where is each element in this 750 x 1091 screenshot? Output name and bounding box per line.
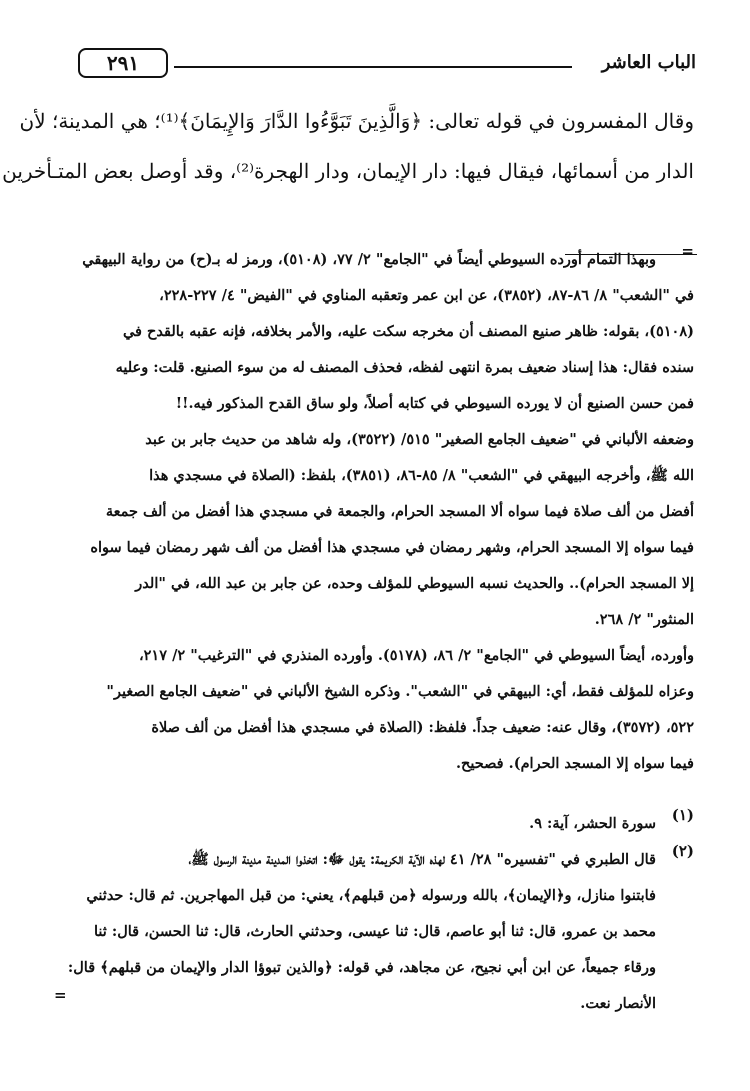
footnote-line: فابتنوا منازل، و﴿الإيمان﴾، بالله ورسوله ﴿من قبلهم﴾، يعني: من قبل المهاجرين. ثم قال: حدثني <box>86 887 656 904</box>
footnote-line: أفضل من ألف صلاة فيما سواه ألا المسجد الحرام، والجمعة في مسجدي هذا أفضل من ألف جمعة <box>105 503 694 520</box>
footnote-line: قال الطبري في "تفسيره" ٢٨/ ٤١ لهذه الآية الكريمة: يقول ﷻ: اتخذوا المدينة مدينة الرسول ﷺ، <box>188 851 656 868</box>
footnote-line: الله ﷺ، وأخرجه البيهقي في "الشعب" ٨/ ٨٥-٨٦، (٣٨٥١)، بلفظ: (الصلاة في مسجدي هذا <box>149 467 694 484</box>
page-number: ٢٩١ <box>78 48 168 78</box>
header-rule <box>174 66 572 68</box>
footnote-line: ورقاء جميعاً، عن ابن أبي نجيح، عن مجاهد، في قوله: ﴿والذين تبوؤا الدار والإيمان من قبلهم﴾ قال: <box>67 959 656 976</box>
chapter-title: الباب العاشر <box>601 52 696 73</box>
footnote-line: فمن حسن الصنيع أن لا يورده السيوطي في كتابه أصلاً، ولو ساق القدح المذكور فيه.!! <box>175 395 694 412</box>
footnote-paragraph <box>54 602 694 782</box>
footnote-line: المنثور" ٢/ ٢٦٨. <box>594 611 694 628</box>
page-header <box>78 48 696 80</box>
footnote-2 <box>54 842 694 1022</box>
footnote-1 <box>54 806 694 842</box>
footnote-line: محمد بن عمرو، قال: ثنا أبو عاصم، قال: ثنا عيسى، وحدثني الحارث، قال: ثنا الحسن، قال: ثنا <box>93 923 656 940</box>
footnote-paragraph <box>54 422 694 602</box>
footnote-line: وبهذا التمام أورده السيوطي أيضاً في "الجامع" ٢/ ٧٧، (٥١٠٨)، ورمز له بـ(ح) من رواية البيهقي <box>82 251 656 268</box>
footnote-line: ٥٢٢، (٣٥٧٢)، وقال عنه: ضعيف جداً. فلفظ: (الصلاة في مسجدي هذا أفضل من ألف صلاة <box>151 719 694 736</box>
main-text-line: وقال المفسرون في قوله تعالى: ﴿وَالَّذِينَ تَبَوَّءُوا الدَّارَ وَالإِيمَانَ﴾⁽¹⁾؛ هي المدينة؛ لأن <box>19 109 694 133</box>
footnote-line: وأورده، أيضاً السيوطي في "الجامع" ٢/ ٨٦، (٥١٧٨). وأورده المنذري في "الترغيب" ٢/ ٢١٧، <box>138 647 694 664</box>
footnote-number: (٢) <box>671 842 694 860</box>
footnote-line: في "الشعب" ٨/ ٨٦-٨٧، (٣٨٥٢)، عن ابن عمر وتعقبه المناوي في "الفيض" ٤/ ٢٢٧-٢٢٨، <box>159 287 694 304</box>
main-text <box>2 96 694 196</box>
footnote-line: الأنصار نعت. <box>580 995 656 1012</box>
footnote-number: (١) <box>671 806 694 824</box>
footnote-line: سنده فقال: هذا إسناد ضعيف بمرة انتهى لفظه، فحذف المصنف له من سوء الصنيع. قلت: وعليه <box>115 359 694 376</box>
main-text-line: الدار من أسمائها، فيقال فيها: دار الإيمان، ودار الهجرة⁽²⁾، وقد أوصل بعض المتـأخرين <box>2 159 694 183</box>
footnote-text: سورة الحشر، آية: ٩. <box>529 815 656 832</box>
footnote-line: وضعفه الألباني في "ضعيف الجامع الصغير" ٥١٥/ (٣٥٢٢)، وله شاهد من حديث جابر بن عبد <box>145 431 694 448</box>
continuation-marker: = <box>54 986 67 1004</box>
footnote-line: (٥١٠٨)، بقوله: ظاهر صنيع المصنف أن مخرجه سكت عليه، والأمر بخلافه، فإنه عقبه بالقدح في <box>122 323 694 340</box>
footnote-line: فيما سواه إلا المسجد الحرام، وشهر رمضان في مسجدي هذا أفضل من ألف شهر رمضان فيما سواه <box>90 539 694 556</box>
footnote-line: إلا المسجد الحرام).. والحديث نسبه السيوطي للمؤلف وحده، عن جابر بن عبد الله، في "الدر <box>135 575 694 592</box>
footnote-line: وعزاه للمؤلف فقط، أي: البيهقي في "الشعب". وذكره الشيخ الألباني في "ضعيف الجامع الصغير" <box>106 683 694 700</box>
footnote-continuation <box>54 242 694 422</box>
footnote-line: فيما سواه إلا المسجد الحرام). فصحيح. <box>455 755 694 772</box>
continuation-marker: = <box>681 242 694 260</box>
